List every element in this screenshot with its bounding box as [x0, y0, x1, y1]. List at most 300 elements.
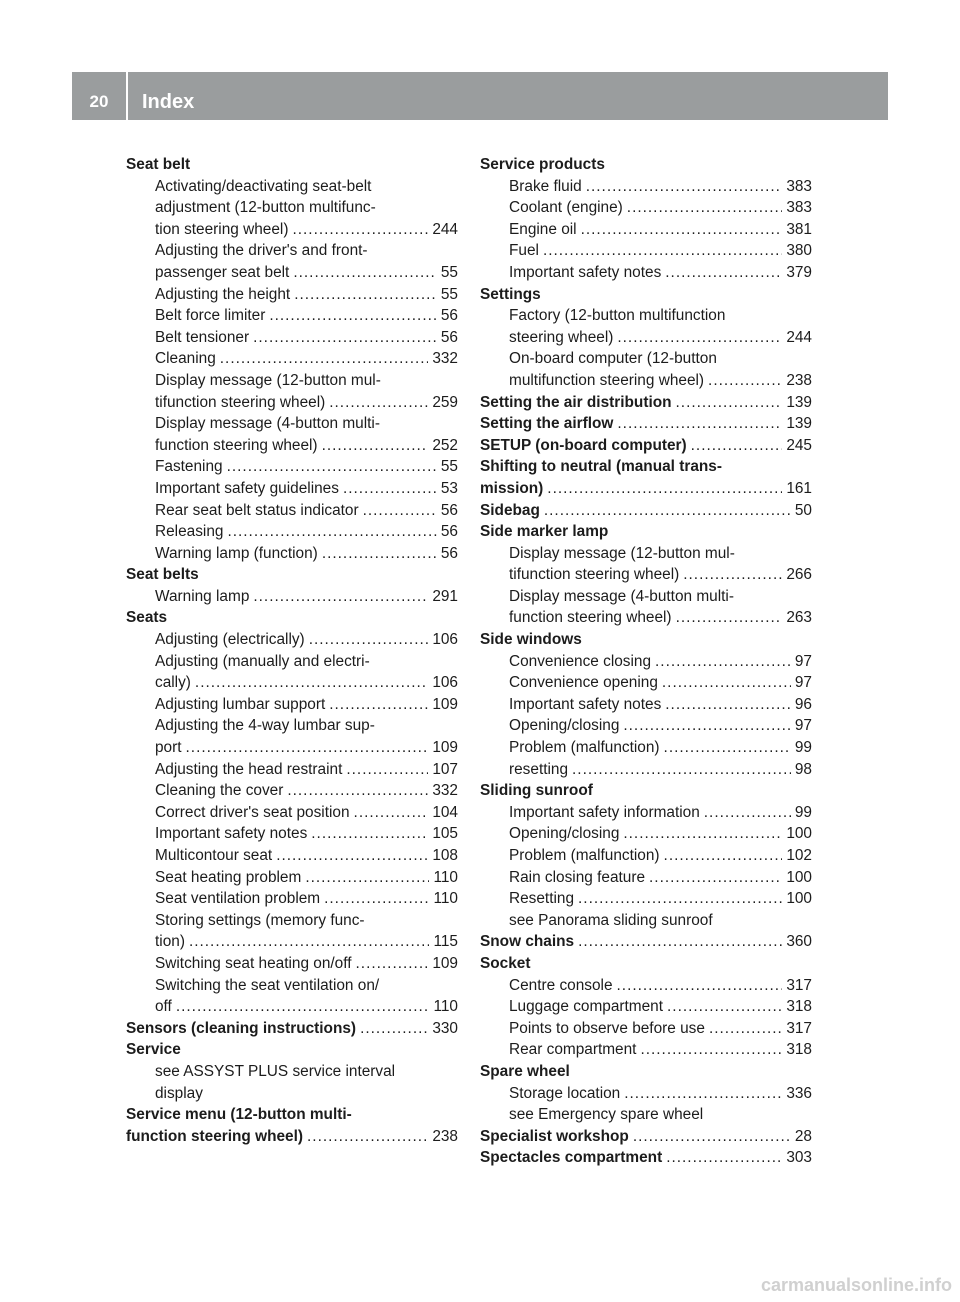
index-subentry: [126, 586, 458, 608]
entry-line: [480, 392, 812, 414]
index-subentry: [480, 219, 812, 241]
index-subentry: [126, 456, 458, 478]
index-subentry: [126, 694, 458, 716]
entry-line: [509, 975, 812, 997]
entry-text: see Panorama sliding sunroof: [509, 911, 713, 929]
index-subentry: [126, 910, 458, 953]
entry-text: Seats: [126, 609, 168, 627]
index-column-right: [480, 154, 812, 1169]
page-reference: 97: [794, 717, 812, 735]
leader-dots: [655, 651, 791, 673]
entry-line: [155, 931, 458, 953]
entry-text: Resetting: [509, 890, 575, 908]
leader-dots: [649, 867, 782, 889]
entry-line: [509, 607, 812, 629]
entry-line: [509, 327, 812, 349]
entry-text: Belt tensioner: [155, 328, 250, 346]
entry-text: Setting the air distribution: [480, 393, 672, 411]
page-reference: 104: [432, 803, 458, 821]
index-subentry: [126, 845, 458, 867]
entry-line: [155, 521, 458, 543]
entry-line: [155, 543, 458, 565]
leader-dots: [195, 672, 428, 694]
page-reference: 100: [786, 868, 812, 886]
leader-dots: [708, 370, 782, 392]
entry-text: Service menu (12-button multi-: [126, 1106, 352, 1124]
entry-text: tion): [155, 933, 185, 951]
leader-dots: [676, 392, 783, 414]
page-reference: 105: [432, 825, 458, 843]
entry-text: Brake fluid: [509, 177, 582, 195]
leader-dots: [578, 931, 782, 953]
entry-line: [126, 1126, 458, 1148]
index-subentry: [480, 823, 812, 845]
index-subentry: [126, 651, 458, 694]
entry-text: Snow chains: [480, 933, 575, 951]
leader-dots: [186, 737, 429, 759]
index-subentry: [480, 996, 812, 1018]
entry-text: Cleaning the cover: [155, 782, 284, 800]
entry-text: Fastening: [155, 458, 223, 476]
page-reference: 102: [786, 847, 812, 864]
entry-line: [509, 867, 812, 889]
entry-text: Multicontour seat: [155, 847, 273, 864]
entry-line: [155, 348, 458, 370]
index-subentry: [480, 737, 812, 759]
index-subentry: [480, 694, 812, 716]
leader-dots: [227, 456, 437, 478]
page-reference: 139: [786, 415, 812, 433]
page-reference: 109: [432, 739, 458, 757]
entry-line: [155, 759, 458, 781]
entry-line: [155, 780, 458, 802]
entry-line: [155, 262, 458, 284]
leader-dots: [322, 435, 429, 457]
entry-text: Adjusting the 4-way lumbar sup-: [155, 717, 375, 735]
page-reference: 360: [786, 933, 812, 951]
page-reference: 100: [786, 825, 812, 843]
leader-dots: [665, 262, 782, 284]
page-reference: 99: [794, 803, 812, 821]
entry-line: [509, 240, 812, 262]
index-entry: [480, 931, 812, 953]
entry-text: Problem (malfunction): [509, 739, 660, 757]
entry-line: [480, 500, 812, 522]
leader-dots: [309, 629, 429, 651]
entry-text: Adjusting lumbar support: [155, 695, 326, 713]
leader-dots: [683, 564, 782, 586]
entry-line: [509, 564, 812, 586]
entry-line: [155, 867, 458, 889]
leader-dots: [676, 607, 783, 629]
entry-text: Storing settings (memory func-: [155, 911, 365, 929]
entry-text: Seat belts: [126, 566, 199, 584]
page-reference: 56: [440, 501, 458, 519]
entry-line: [155, 823, 458, 845]
entry-text: Sensors (cleaning instructions): [126, 1019, 357, 1037]
leader-dots: [617, 975, 783, 997]
index-subentry: [126, 478, 458, 500]
leader-dots: [691, 435, 783, 457]
page-reference: 318: [786, 998, 812, 1016]
page-reference: 56: [440, 523, 458, 541]
page-reference: 96: [794, 695, 812, 713]
entry-text: Sidebag: [480, 501, 540, 519]
page-reference: 318: [786, 1041, 812, 1059]
page-reference: 53: [440, 479, 458, 497]
index-subentry: [126, 284, 458, 306]
index-subentry: [126, 629, 458, 651]
leader-dots: [709, 1018, 782, 1040]
entry-text: Switching seat heating on/off: [155, 954, 352, 972]
entry-line: [126, 1018, 458, 1040]
index-subentry: [126, 780, 458, 802]
entry-text: Specialist workshop: [480, 1127, 629, 1145]
page-reference: 55: [440, 263, 458, 281]
entry-text: Important safety notes: [509, 263, 662, 281]
entry-line: [509, 823, 812, 845]
entry-text: Engine oil: [509, 220, 577, 238]
page-reference: 330: [432, 1019, 458, 1037]
page-reference: 55: [440, 458, 458, 476]
entry-line: [509, 845, 812, 867]
index-subentry: [480, 759, 812, 781]
entry-line: [509, 802, 812, 824]
entry-line: [155, 845, 458, 867]
page-reference: 100: [786, 890, 812, 908]
index-column-left: [126, 154, 458, 1147]
page-reference: 332: [432, 782, 458, 800]
entry-line: [480, 1147, 812, 1169]
entry-text: Convenience opening: [509, 674, 658, 692]
index-subentry: [480, 305, 812, 348]
index-subentry: [126, 176, 458, 241]
section-title: Index: [142, 91, 195, 113]
page-reference: 317: [786, 976, 812, 994]
index-entry: [480, 629, 812, 651]
index-subentry: [126, 521, 458, 543]
index-subentry: [480, 586, 812, 629]
entry-text: Spectacles compartment: [480, 1149, 663, 1167]
page-reference: 383: [786, 199, 812, 217]
entry-text: Side marker lamp: [480, 523, 609, 541]
entry-text: Rear seat belt status indicator: [155, 501, 359, 519]
entry-text: Setting the airflow: [480, 415, 614, 433]
entry-text: off: [155, 998, 172, 1016]
entry-line: [480, 478, 812, 500]
leader-dots: [292, 219, 428, 241]
entry-line: [155, 478, 458, 500]
entry-text: adjustment (12-button multifunc-: [155, 199, 376, 217]
entry-text: display: [155, 1084, 203, 1102]
leader-dots: [220, 348, 429, 370]
page-reference: 110: [433, 998, 458, 1016]
index-subentry: [480, 543, 812, 586]
page-reference: 266: [786, 566, 812, 584]
index-subentry: [126, 413, 458, 456]
leader-dots: [322, 543, 437, 565]
page-reference: 238: [786, 371, 812, 389]
entry-line: [155, 500, 458, 522]
entry-text: Adjusting the height: [155, 285, 291, 303]
page-reference: 56: [440, 307, 458, 325]
leader-dots: [294, 284, 437, 306]
leader-dots: [624, 1083, 782, 1105]
leader-dots: [363, 500, 437, 522]
entry-line: [155, 586, 458, 608]
leader-dots: [572, 759, 791, 781]
leader-dots: [664, 845, 783, 867]
entry-text: function steering wheel): [509, 609, 672, 627]
leader-dots: [578, 888, 782, 910]
entry-text: Problem (malfunction): [509, 847, 660, 864]
leader-dots: [176, 996, 430, 1018]
entry-text: Display message (4-button multi-: [155, 415, 380, 433]
entry-text: Activating/deactivating seat-belt: [155, 177, 372, 195]
index-subentry: [126, 240, 458, 283]
index-subentry: [480, 888, 812, 910]
page-reference: 97: [794, 652, 812, 670]
leader-dots: [189, 931, 430, 953]
leader-dots: [293, 262, 437, 284]
page-reference: 379: [786, 263, 812, 281]
page-reference: 110: [433, 868, 458, 886]
entry-line: [509, 651, 812, 673]
entry-line: [155, 629, 458, 651]
page-reference: 56: [440, 328, 458, 346]
entry-text: Correct driver's seat position: [155, 803, 350, 821]
entry-text: mission): [480, 479, 544, 497]
leader-dots: [586, 176, 783, 198]
entry-text: Switching the seat ventilation on/: [155, 976, 380, 994]
page-reference: 291: [432, 587, 458, 605]
entry-text: Warning lamp (function): [155, 544, 318, 562]
entry-text: Display message (4-button multi-: [509, 587, 734, 605]
index-entry: [480, 500, 812, 522]
entry-line: [509, 219, 812, 241]
entry-text: function steering wheel): [126, 1127, 304, 1145]
index-entry: [126, 154, 458, 176]
entry-text: tifunction steering wheel): [155, 393, 326, 411]
entry-text: Releasing: [155, 523, 224, 541]
leader-dots: [346, 759, 428, 781]
leader-dots: [617, 413, 782, 435]
entry-line: [155, 996, 458, 1018]
index-entry: [126, 564, 458, 586]
entry-text: Rain closing feature: [509, 868, 646, 886]
entry-line: [509, 262, 812, 284]
leader-dots: [640, 1039, 782, 1061]
index-subentry: [480, 262, 812, 284]
entry-text: Spare wheel: [480, 1062, 570, 1080]
entry-text: Coolant (engine): [509, 199, 623, 217]
entry-line: [155, 802, 458, 824]
leader-dots: [227, 521, 436, 543]
index-entry: [480, 284, 812, 306]
entry-line: [155, 435, 458, 457]
leader-dots: [662, 672, 791, 694]
index-entry: [480, 780, 812, 802]
entry-text: Adjusting (electrically): [155, 631, 305, 649]
index-subentry: [480, 672, 812, 694]
page-header: [72, 72, 888, 120]
page-reference: 50: [794, 501, 812, 519]
entry-text: see ASSYST PLUS service interval: [155, 1062, 396, 1080]
leader-dots: [329, 392, 428, 414]
entry-text: On-board computer (12-button: [509, 350, 717, 368]
entry-line: [155, 953, 458, 975]
entry-line: [509, 197, 812, 219]
entry-line: [155, 284, 458, 306]
leader-dots: [666, 1147, 782, 1169]
entry-text: Important safety notes: [155, 825, 308, 843]
entry-text: steering wheel): [509, 328, 614, 346]
entry-text: see Emergency spare wheel: [509, 1106, 704, 1124]
leader-dots: [343, 478, 437, 500]
leader-dots: [667, 996, 782, 1018]
entry-line: [155, 456, 458, 478]
index-subentry: [480, 1083, 812, 1105]
entry-line: [480, 413, 812, 435]
watermark: carmanualsonline.info: [760, 1275, 952, 1295]
entry-text: Seat ventilation problem: [155, 890, 321, 908]
page-reference: 109: [432, 695, 458, 713]
entry-text: Points to observe before use: [509, 1019, 705, 1037]
index-entry: [480, 953, 812, 975]
entry-text: Seat heating problem: [155, 868, 302, 886]
entry-text: Display message (12-button mul-: [155, 371, 381, 389]
entry-line: [509, 370, 812, 392]
entry-text: Important safety notes: [509, 695, 662, 713]
entry-line: [480, 435, 812, 457]
leader-dots: [269, 305, 437, 327]
index-entry: [480, 1061, 812, 1083]
index-subentry: [126, 327, 458, 349]
index-entry: [126, 1018, 458, 1040]
index-entry: [480, 413, 812, 435]
entry-line: [155, 888, 458, 910]
index-subentry: [126, 953, 458, 975]
entry-text: Seat belt: [126, 156, 191, 173]
leader-dots: [276, 845, 428, 867]
entry-text: function steering wheel): [155, 436, 318, 454]
entry-text: Settings: [480, 285, 541, 303]
header-separator: [126, 72, 128, 120]
page-reference: 28: [794, 1127, 812, 1145]
entry-line: [509, 672, 812, 694]
entry-line: [509, 888, 812, 910]
entry-text: port: [155, 739, 182, 757]
leader-dots: [329, 694, 428, 716]
page-reference: 97: [794, 674, 812, 692]
index-entry: [480, 435, 812, 457]
page-reference: 56: [440, 544, 458, 562]
index-subentry: [480, 348, 812, 391]
leader-dots: [704, 802, 791, 824]
entry-text: Luggage compartment: [509, 998, 664, 1016]
index-reference: [480, 1104, 812, 1126]
entry-text: passenger seat belt: [155, 263, 290, 281]
entry-text: Service products: [480, 156, 605, 173]
index-entry: [126, 1039, 458, 1061]
entry-text: Rear compartment: [509, 1041, 637, 1059]
index-subentry: [480, 176, 812, 198]
leader-dots: [287, 780, 428, 802]
entry-line: [155, 737, 458, 759]
index-subentry: [480, 1039, 812, 1061]
index-subentry: [480, 197, 812, 219]
page-reference: 55: [440, 285, 458, 303]
entry-line: [480, 931, 812, 953]
entry-line: [509, 1083, 812, 1105]
page-reference: 99: [794, 739, 812, 757]
entry-text: multifunction steering wheel): [509, 371, 705, 389]
index-subentry: [480, 802, 812, 824]
leader-dots: [543, 240, 782, 262]
index-subentry: [126, 370, 458, 413]
index-subentry: [126, 823, 458, 845]
page-reference: 244: [786, 328, 812, 346]
page-reference: 109: [432, 954, 458, 972]
index-reference: [480, 910, 812, 932]
leader-dots: [623, 823, 782, 845]
entry-line: [509, 1039, 812, 1061]
entry-text: Sliding sunroof: [480, 782, 593, 800]
entry-text: resetting: [509, 760, 569, 778]
leader-dots: [305, 867, 429, 889]
entry-text: Storage location: [509, 1084, 621, 1102]
entry-text: Adjusting the head restraint: [155, 760, 343, 778]
entry-text: Fuel: [509, 242, 539, 260]
page-reference: 161: [786, 479, 812, 497]
leader-dots: [544, 500, 791, 522]
entry-text: cally): [155, 674, 191, 692]
index-subentry: [480, 1018, 812, 1040]
page-reference: 106: [432, 674, 458, 692]
page-reference: 336: [786, 1084, 812, 1102]
leader-dots: [360, 1018, 428, 1040]
index-subentry: [126, 975, 458, 1018]
entry-line: [480, 1126, 812, 1148]
entry-text: Factory (12-button multifunction: [509, 307, 726, 325]
entry-text: Important safety information: [509, 803, 700, 821]
leader-dots: [665, 694, 791, 716]
page-reference: 139: [786, 393, 812, 411]
page-reference: 115: [433, 933, 458, 951]
entry-line: [509, 996, 812, 1018]
index-subentry: [126, 888, 458, 910]
index-reference: [126, 1061, 458, 1104]
page-reference: 245: [786, 436, 812, 454]
leader-dots: [253, 586, 428, 608]
index-subentry: [480, 867, 812, 889]
entry-line: [509, 715, 812, 737]
entry-line: [155, 327, 458, 349]
index-entry: [480, 154, 812, 176]
page-reference: 106: [432, 631, 458, 649]
leader-dots: [356, 953, 429, 975]
entry-text: Adjusting the driver's and front-: [155, 242, 368, 260]
entry-text: Opening/closing: [509, 825, 620, 843]
entry-text: Centre console: [509, 976, 613, 994]
page-reference: 98: [794, 760, 812, 778]
index-subentry: [480, 845, 812, 867]
entry-text: Cleaning: [155, 350, 216, 368]
page-reference: 317: [786, 1019, 812, 1037]
entry-line: [509, 1018, 812, 1040]
entry-text: Socket: [480, 954, 531, 972]
page-reference: 380: [786, 242, 812, 260]
